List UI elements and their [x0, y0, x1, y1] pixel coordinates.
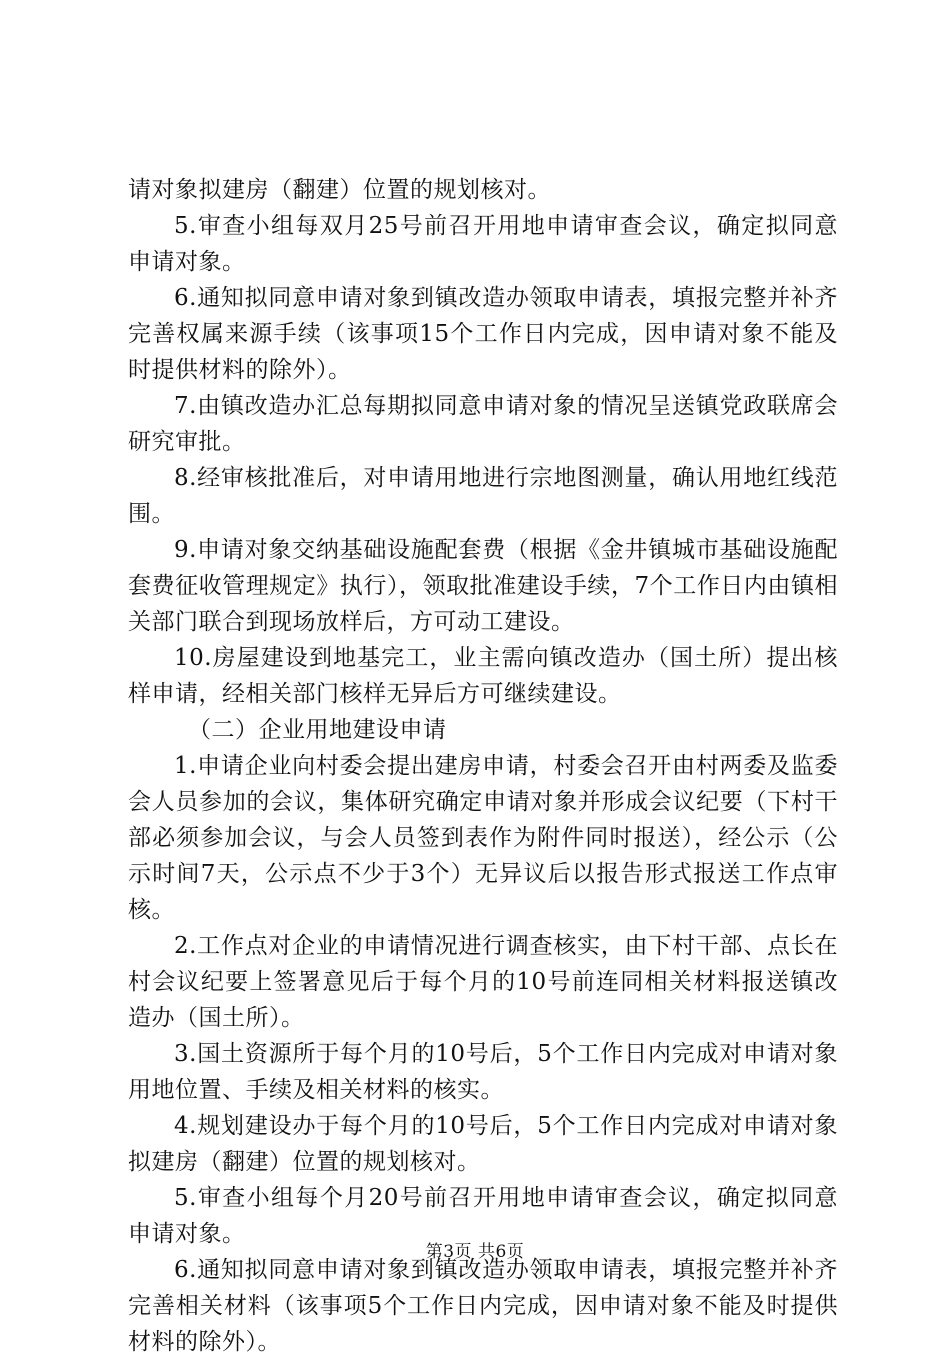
paragraph: 9.申请对象交纳基础设施配套费（根据《金井镇城市基础设施配套费征收管理规定》执行），领取批准建设手续，7个工作日内由镇相关部门联合到现场放样后，方可动工建设。: [128, 537, 838, 635]
paragraph: 6.通知拟同意申请对象到镇改造办领取申请表，填报完整并补齐完善权属来源手续（该事项15个工作日内完成，因申请对象不能及时提供材料的除外）。: [128, 285, 838, 383]
page-number-footer: 第3页 共6页: [425, 1242, 525, 1262]
paragraph: 5.审查小组每个月20号前召开用地申请审查会议，确定拟同意申请对象。: [128, 1185, 838, 1247]
paragraph: 8.经审核批准后，对申请用地进行宗地图测量，确认用地红线范围。: [128, 465, 838, 527]
paragraph: 4.规划建设办于每个月的10号后，5个工作日内完成对申请对象拟建房（翻建）位置的规划核对。: [128, 1113, 838, 1175]
paragraph: 10.房屋建设到地基完工，业主需向镇改造办（国土所）提出核样申请，经相关部门核样无异后方可继续建设。: [128, 645, 838, 707]
paragraph: 2.工作点对企业的申请情况进行调查核实，由下村干部、点长在村会议纪要上签署意见后于每个月的10号前连同相关材料报送镇改造办（国土所）。: [128, 933, 838, 1031]
document-body: [128, 172, 838, 1360]
paragraph: 7.由镇改造办汇总每期拟同意申请对象的情况呈送镇党政联席会研究审批。: [128, 393, 838, 455]
paragraph: 5.审查小组每双月25号前召开用地申请审查会议，确定拟同意申请对象。: [128, 213, 838, 275]
paragraph: 6.通知拟同意申请对象到镇改造办领取申请表，填报完整并补齐完善相关材料（该事项5个工作日内完成，因申请对象不能及时提供材料的除外）。: [128, 1257, 838, 1355]
paragraph: 3.国土资源所于每个月的10号后，5个工作日内完成对申请对象用地位置、手续及相关材料的核实。: [128, 1041, 838, 1103]
paragraph: 1.申请企业向村委会提出建房申请，村委会召开由村两委及监委会人员参加的会议，集体研究确定申请对象并形成会议纪要（下村干部必须参加会议，与会人员签到表作为附件同时报送），经公示（公示时间7天，公示点不少于3个）无异议后以报告形式报送工作点审核。: [128, 753, 838, 923]
paragraph: 请对象拟建房（翻建）位置的规划核对。: [128, 177, 551, 203]
section-heading: （二）企业用地建设申请: [188, 717, 447, 743]
